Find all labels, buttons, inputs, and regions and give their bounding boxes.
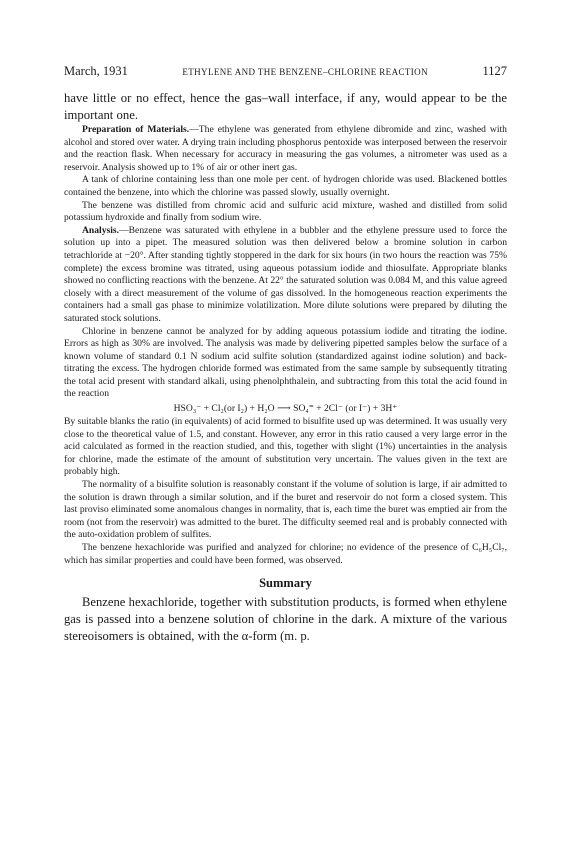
chlorine-analysis-paragraph: Chlorine in benzene cannot be analyzed for by adding aqueous potassium iodide and titrating the iodine. Errors as high as 30% are involved. The analysis was made by delivering pipetted samples below the surface of a known volume of standard 0.1 N sodium acid sulfite solution (standardized against iodine solution) and back-titrating the excess. The hydrogen chloride formed was estimated from the same sample by subsequently titrating the total acid present with standard alkali, using phenolphthalein, and subtracting from this total the acid found in the reaction: [64, 325, 507, 400]
summary-heading: Summary: [259, 576, 312, 591]
normality-paragraph: The normality of a bisulfite solution is reasonably constant if the volume of solution is large, if air admitted to the solution is drawn through a similar solution, and if the buret and reservoir do not form a closed system. This last proviso eliminated some anomalous changes in normality, that is, each time the buret was emptied air from the room (not from the reservoir) was admitted to the buret. The difficulty seemed real and is probably connected with the auto-oxidation problem of sulfites.: [64, 479, 507, 541]
intro-paragraph: have little or no effect, hence the gas–wall interface, if any, would appear to be the important one.: [64, 91, 507, 122]
summary-paragraph: Benzene hexachloride, together with substitution products, is formed when ethylene gas is passed into a benzene solution of chlorine in the dark. A mixture of the various stereoisomers is obtained, with the α-form (m. p.: [64, 595, 507, 644]
page-number: 1127: [482, 64, 507, 78]
preparation-text: —The ethylene was generated from ethylene dibromide and zinc, washed with alcohol and stored over water. A drying train including phosphorus pentoxide was interposed between the reservoir and the reaction flask. When necessary for accuracy in measuring the gas volumes, a nitrometer was used as a reservoir. Analysis showed up to 1% of air or other inert gas.: [64, 124, 507, 173]
article-body: [64, 90, 507, 645]
header-date: March, 1931: [64, 64, 128, 78]
running-title: ETHYLENE AND THE BENZENE–CHLORINE REACTION: [182, 67, 428, 77]
preparation-paragraph: [64, 124, 507, 174]
blanks-paragraph: By suitable blanks the ratio (in equivalents) of acid formed to bisulfite used up was determined. It was usually very close to the theoretical value of 1.5, and constant. However, any error in this ratio caused a very large error in the acid calculated as formed in the reaction studied, and this, together with slight (1%) uncertainties in the analysis for chlorine, made the estimate of the amount of substitution very uncertain. The values given in the text are probably high.: [64, 416, 507, 478]
page-header: [64, 64, 507, 79]
analysis-paragraph: [64, 225, 507, 326]
chlorine-paragraph: A tank of chlorine containing less than one mole per cent. of hydrogen chloride was used. Blackened bottles contained the benzene, into which the chlorine was passed slowly, usually overnight.: [64, 174, 507, 198]
hexachloride-paragraph: The benzene hexachloride was purified and analyzed for chlorine; no evidence of the presence of C₆H₅Cl₇, which has similar properties and could have been formed, was observed.: [64, 542, 507, 566]
preparation-heading: Preparation of Materials.: [82, 124, 190, 135]
analysis-heading: Analysis.: [82, 224, 120, 236]
analysis-text: —Benzene was saturated with ethylene in a bubbler and the ethylene pressure used to force the solution up into a pipet. The measured solution was then delivered below a bromine solution in carbon tetrachloride at −20°. After standing tightly stoppered in the dark for six hours (in two hours the reaction was 75% complete) the excess bromine was titrated, using aqueous potassium iodide and thiosulfate. Appropriate blanks showed no conflicting reactions with the benzene. At 22° the saturated solution was 0.084 M, and this value agreed closely with a direct measurement of the volume of gas dissolved. In the homogeneous reaction experiments the containers had a small gas phase to minimize volatilization. More dilute solutions were prepared by diluting the saturated stock solutions.: [64, 224, 507, 324]
benzene-paragraph: The benzene was distilled from chromic acid and sulfuric acid mixture, washed and distilled from solid potassium hydroxide and finally from sodium wire.: [64, 199, 507, 224]
reaction-equation: HSO₃⁻ + Cl₂(or I₂) + H₂O ⟶ SO₄⁼ + 2Cl⁻ (or I⁻) + 3H⁺: [173, 403, 398, 415]
